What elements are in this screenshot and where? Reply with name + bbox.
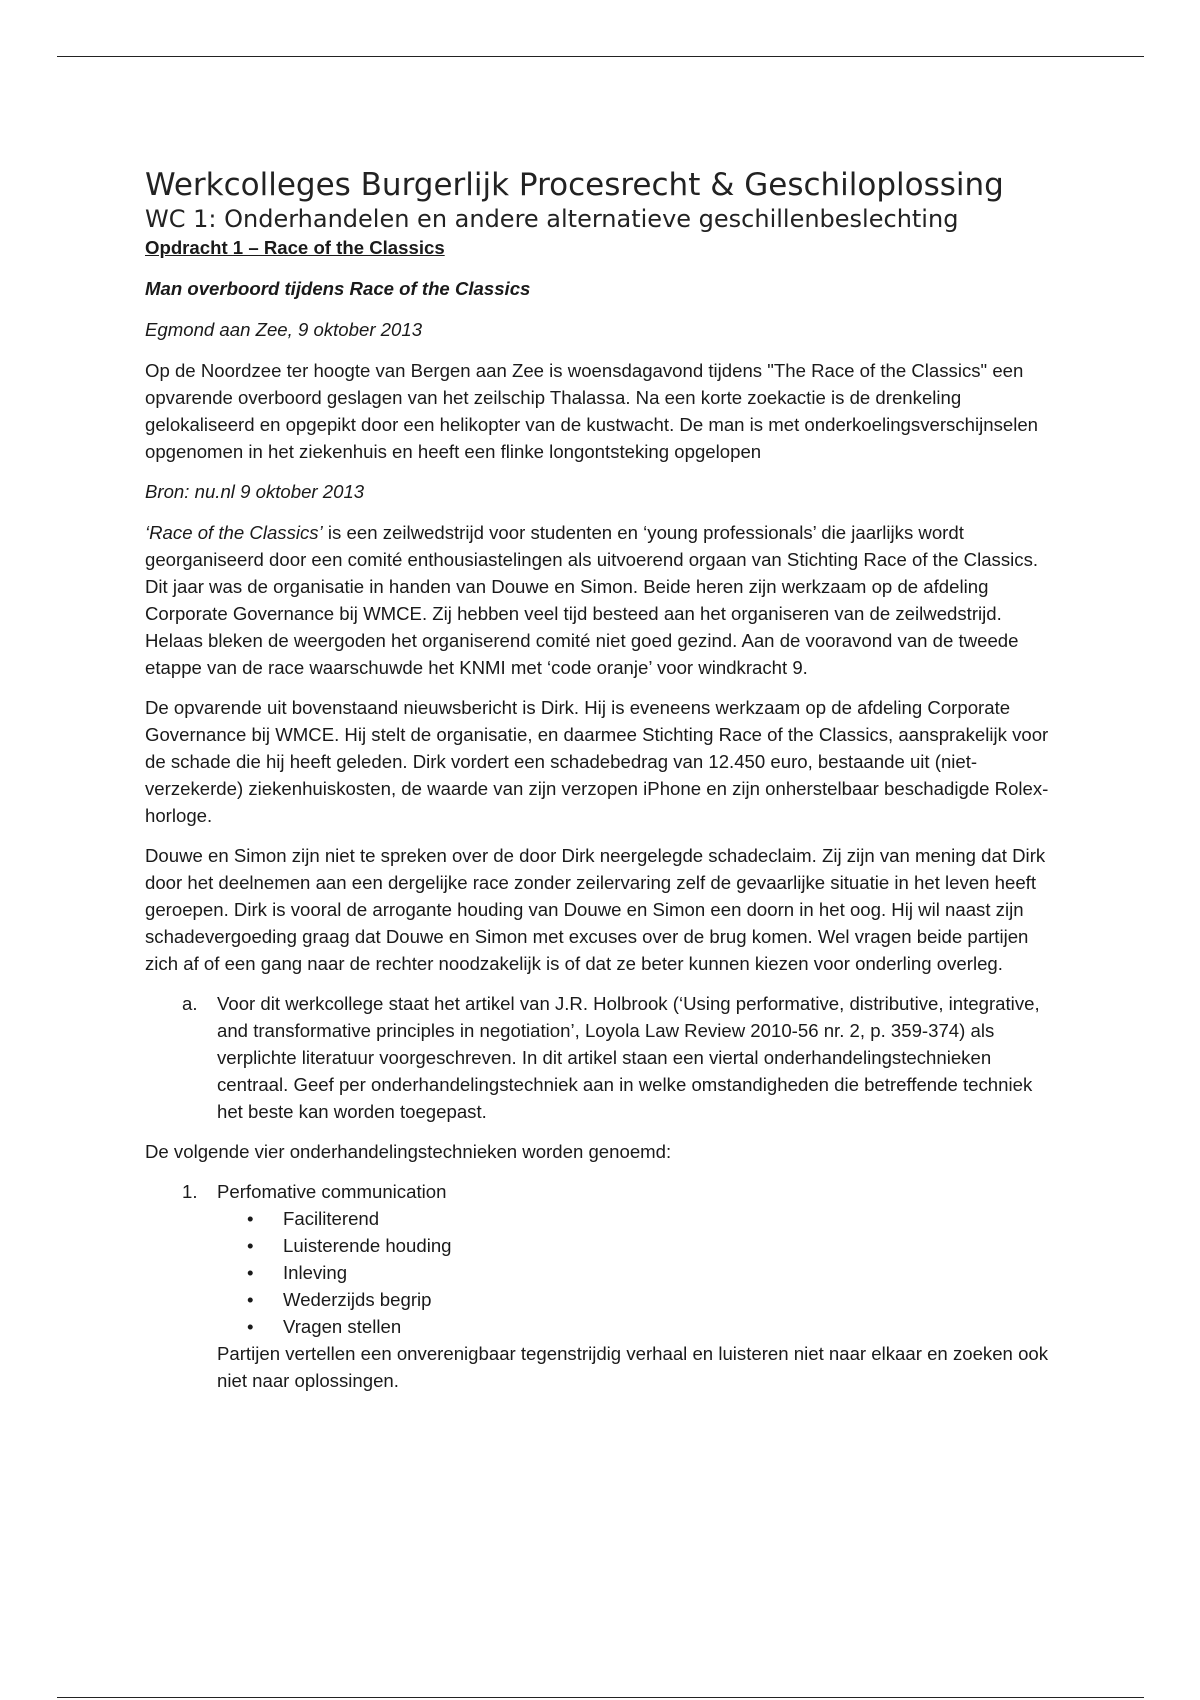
race-name-italic: ‘Race of the Classics’: [145, 522, 323, 543]
news-headline: Man overboord tijdens Race of the Classics: [145, 278, 531, 299]
footer-rule: [57, 1697, 1144, 1698]
document-title: Werkcolleges Burgerlijk Procesrecht & Geschiloplossing: [145, 167, 1004, 203]
bullet-icon: •: [247, 1289, 254, 1310]
case-paragraph-1: [145, 519, 1060, 681]
assignment-heading: Opdracht 1 – Race of the Classics: [145, 237, 445, 258]
bullet-icon: •: [247, 1262, 254, 1283]
document-subtitle: WC 1: Onderhandelen en andere alternatieve geschillenbeslechting: [145, 205, 959, 233]
news-dateline: Egmond aan Zee, 9 oktober 2013: [145, 319, 423, 340]
case-paragraph-2: De opvarende uit bovenstaand nieuwsbericht is Dirk. Hij is eveneens werkzaam op de afdeling Corporate Governance bij WMCE. Hij stelt de organisatie, en daarmee Stichting Race of the Classics, aansprakelijk voor de schade die hij heeft geleden. Dirk vordert een schadebedrag van 12.450 euro, bestaande uit (niet-verzekerde) ziekenhuiskosten, de waarde van zijn verzopen iPhone en zijn onherstelbaar beschadigde Rolex-horloge.: [145, 697, 1049, 826]
question-a-text: Voor dit werkcollege staat het artikel van J.R. Holbrook (‘Using performative, distributive, integrative, and transformative principles in negotiation’, Loyola Law Review 2010-56 nr. 2, p. 359-374) als verplichte literatuur voorgeschreven. In dit artikel staan een viertal onderhandelingstechnieken centraal. Geef per onderhandelingstechniek aan in welke omstandigheden die betreffende techniek het beste kan worden toegepast.: [217, 993, 1040, 1122]
news-source: Bron: nu.nl 9 oktober 2013: [145, 481, 365, 502]
list-item: • Vragen stellen: [283, 1313, 1060, 1340]
list-item: • Faciliterend: [283, 1205, 1060, 1232]
list-item: • Wederzijds begrip: [283, 1286, 1060, 1313]
header-rule: [57, 56, 1144, 57]
case-paragraph-3: Douwe en Simon zijn niet te spreken over de door Dirk neergelegde schadeclaim. Zij zijn van mening dat Dirk door het deelnemen aan een dergelijke race zonder zeilervaring zelf de gevaarlijke situatie in het leven heeft geroepen. Dirk is vooral de arrogante houding van Douwe en Simon een doorn in het oog. Hij wil naast zijn schadevergoeding graag dat Douwe en Simon met excuses over de brug komen. Wel vragen beide partijen zich af of een gang naar de rechter noodzakelijk is of dat ze beter kunnen kiezen voor onderling overleg.: [145, 845, 1046, 974]
news-body: Op de Noordzee ter hoogte van Bergen aan Zee is woensdagavond tijdens "The Race of the Classics" een opvarende overboord geslagen van het zeilschip Thalassa. Na een korte zoekactie is de drenkeling gelokaliseerd en opgepikt door een helikopter van de kustwacht. De man is met onderkoelingsverschijnselen opgenomen in het ziekenhuis en heeft een flinke longontsteking opgelopen: [145, 360, 1039, 462]
case-paragraph-1-text: is een zeilwedstrijd voor studenten en ‘young professionals’ die jaarlijks wordt georganiseerd door een comité enthousiastelingen als uitvoerend orgaan van Stichting Race of the Classics. Dit jaar was de organisatie in handen van Douwe en Simon. Beide heren zijn werkzaam op de afdeling Corporate Governance bij WMCE. Zij hebben veel tijd besteed aan het organiseren van de zeilwedstrijd. Helaas bleken de weergoden het organiserend comité niet goed gezind. Aan de vooravond van de tweede etappe van de race waarschuwde het KNMI met ‘code oranje’ voor windkracht 9.: [145, 522, 1039, 678]
list-item: • Luisterende houding: [283, 1232, 1060, 1259]
list-item: • Inleving: [283, 1259, 1060, 1286]
technique-1: [145, 1178, 1060, 1205]
technique-1-title: Perfomative communication: [217, 1181, 447, 1202]
question-a-marker: a.: [182, 993, 198, 1014]
technique-1-note: Partijen vertellen een onverenigbaar tegenstrijdig verhaal en luisteren niet naar elkaar en zoeken ook niet naar oplossingen.: [217, 1343, 1049, 1391]
bullet-icon: •: [247, 1316, 254, 1337]
bullet-icon: •: [247, 1208, 254, 1229]
document-body: [145, 166, 1060, 1394]
question-a: [145, 990, 1060, 1125]
techniques-intro: De volgende vier onderhandelingstechnieken worden genoemd:: [145, 1141, 672, 1162]
technique-1-bullets: [145, 1205, 1060, 1340]
bullet-icon: •: [247, 1235, 254, 1256]
technique-1-marker: 1.: [182, 1181, 198, 1202]
